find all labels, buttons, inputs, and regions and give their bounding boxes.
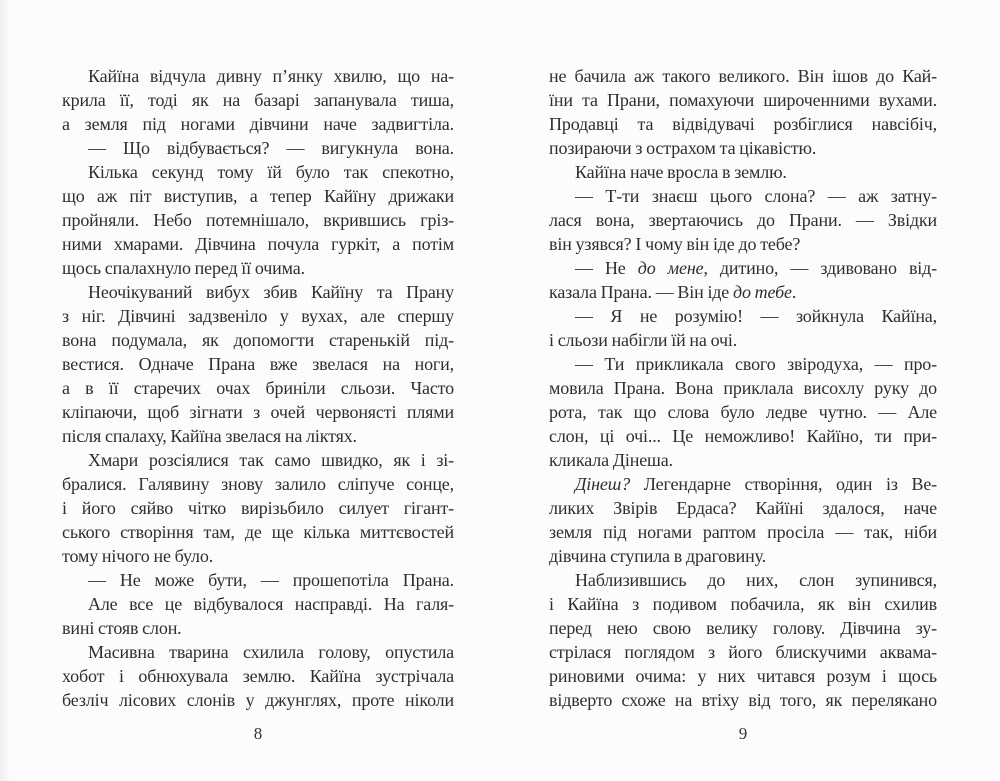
text-segment: — Не може бути, — прошепотіла Прана. — [88, 570, 454, 590]
text-segment: що аж піт виступив, а тепер Кайїну дрижаки — [62, 186, 454, 206]
text-segment: бралися. Галявину знову залило сліпуче сонце, — [62, 474, 454, 494]
text-line — [62, 160, 454, 184]
text-line — [549, 592, 937, 616]
text-segment: Масивна тварина схилила голову, опустила — [88, 642, 454, 662]
page-number-left: 8 — [253, 724, 263, 743]
text-segment: Але все це відбувалося насправді. На галя- — [88, 594, 454, 614]
text-line — [62, 568, 454, 592]
text-line — [62, 400, 454, 424]
text-segment: лася вона, звертаючись до Прани. — Звідки — [549, 210, 937, 230]
text-segment: — Що відбувається? — вигукнула вона. — [88, 138, 454, 158]
text-segment: їни та Прани, помахуючи широченними вухами. — [549, 90, 937, 110]
text-segment: дівчина ступила в драговину. — [549, 546, 766, 566]
italic-text-segment: до тебе — [733, 282, 792, 302]
text-line — [549, 112, 937, 136]
text-segment: — Ти прикликала свого звіродуха, — про- — [575, 354, 937, 374]
text-segment: вині стояв слон. — [62, 618, 182, 638]
text-segment: риновими очима: у них читався розум і щось — [549, 666, 937, 686]
text-segment: слон, ці очі... Це неможливо! Кайїно, ти при- — [549, 426, 937, 446]
text-line — [62, 184, 454, 208]
text-line — [62, 112, 454, 136]
text-segment: Кайїна наче вросла в землю. — [575, 162, 787, 182]
text-line — [549, 352, 937, 376]
text-line — [549, 568, 937, 592]
text-line — [62, 424, 454, 448]
text-line — [62, 208, 454, 232]
text-segment: а в її старечих очах бриніли сльози. Часто — [62, 378, 454, 398]
text-segment: хобот і обнюхувала землю. Кайїна зустрічала — [62, 666, 454, 686]
text-line — [62, 496, 454, 520]
text-line — [549, 664, 937, 688]
text-segment: Кайїна відчула дивну п’янку хвилю, що на- — [88, 66, 454, 86]
text-line — [62, 640, 454, 664]
text-line — [62, 256, 454, 280]
text-segment: вона подумала, як допомогти старенькій під- — [62, 330, 454, 350]
text-line — [62, 448, 454, 472]
text-segment: з ніг. Дівчині задзвеніло у вухах, але спершу — [62, 306, 454, 326]
text-segment: кліпаючи, щоб зігнати з очей червонясті плями — [62, 402, 454, 422]
text-segment: пройняли. Небо потемнішало, вкрившись гріз- — [62, 210, 454, 230]
italic-text-segment: до мене — [637, 258, 704, 278]
text-line — [549, 88, 937, 112]
text-segment: , дитино, — здивовано від- — [703, 258, 937, 278]
text-line — [549, 520, 937, 544]
text-line — [62, 280, 454, 304]
text-line — [549, 328, 937, 352]
text-segment: мовила Прана. Вона приклала висохлу руку до — [549, 378, 937, 398]
page-number-right: 9 — [738, 724, 748, 743]
text-line — [549, 160, 937, 184]
text-segment: і сльози набігли їй на очі. — [549, 330, 738, 350]
text-segment: а земля під ногами дівчини наче задвигтіла. — [62, 114, 454, 134]
text-segment: і Кайїна з подивом побачила, як він схилив — [549, 594, 937, 614]
text-segment: не бачила аж такого великого. Він ішов до Кай- — [549, 66, 937, 86]
text-line — [549, 472, 937, 496]
text-segment: — Не — [575, 258, 638, 278]
page-left — [62, 64, 454, 712]
text-segment: Хмари розсіялися так само швидко, як і зі- — [88, 450, 454, 470]
text-segment: — Т-ти знаєш цього слона? — аж затну- — [575, 186, 937, 206]
text-line — [62, 352, 454, 376]
text-line — [549, 304, 937, 328]
text-segment: позираючи з острахом та цікавістю. — [549, 138, 817, 158]
text-segment: вестися. Одначе Прана вже звелася на ноги, — [62, 354, 454, 374]
text-segment: стрілася поглядом з його блискучими аквама- — [549, 642, 937, 662]
text-line — [62, 328, 454, 352]
text-segment: Кілька секунд тому їй було так спекотно, — [88, 162, 454, 182]
text-line — [62, 616, 454, 640]
text-line — [62, 544, 454, 568]
text-line — [549, 184, 937, 208]
page-left-lines — [62, 64, 454, 712]
text-segment: відверто схоже на втіху від того, як перелякано — [549, 690, 937, 710]
text-line — [549, 616, 937, 640]
text-segment: ликих Звірів Ердаса? Кайїні здалося, наче — [549, 498, 937, 518]
text-line — [549, 544, 937, 568]
text-line — [549, 424, 937, 448]
text-line — [549, 208, 937, 232]
text-line — [549, 640, 937, 664]
text-line — [549, 496, 937, 520]
text-line — [549, 280, 937, 304]
text-segment: і його сяйво чітко вирізьбило силует гігант- — [62, 498, 454, 518]
text-segment: . — [791, 282, 797, 302]
text-line — [549, 400, 937, 424]
text-segment: безліч лісових слонів у джунглях, проте ніколи — [62, 690, 454, 710]
text-segment: Наблизившись до них, слон зупинився, — [575, 570, 937, 590]
text-line — [62, 304, 454, 328]
page-right — [549, 64, 937, 712]
text-segment: тому нічого не було. — [62, 546, 214, 566]
text-line — [549, 136, 937, 160]
text-segment: після спалаху, Кайїна звелася на ліктях. — [62, 426, 357, 446]
text-line — [549, 688, 937, 712]
text-segment: Легендарне створіння, один із Ве- — [630, 474, 937, 494]
text-segment: крила її, тоді як на базарі запанувала тиша, — [62, 90, 454, 110]
text-line — [62, 664, 454, 688]
text-segment: він узявся? І чому він іде до тебе? — [549, 234, 801, 254]
text-line — [549, 376, 937, 400]
text-line — [549, 64, 937, 88]
text-line — [62, 592, 454, 616]
text-segment: рота, так що слова було ледве чутно. — Але — [549, 402, 937, 422]
text-segment: кликала Дінеша. — [549, 450, 673, 470]
page-right-lines — [549, 64, 937, 712]
text-segment: Неочікуваний вибух збив Кайїну та Прану — [88, 282, 454, 302]
text-segment: перед нею свою велику голову. Дівчина зу- — [549, 618, 937, 638]
text-line — [62, 136, 454, 160]
text-line — [62, 520, 454, 544]
text-segment: земля під ногами раптом просіла — так, ніби — [549, 522, 937, 542]
text-segment: щось спалахнуло перед її очима. — [62, 258, 305, 278]
text-line — [549, 448, 937, 472]
text-line — [62, 376, 454, 400]
text-segment: ними хмарами. Дівчина почула гуркіт, а потім — [62, 234, 454, 254]
text-line — [62, 88, 454, 112]
text-line — [549, 232, 937, 256]
text-segment: казала Прана. — Він іде — [549, 282, 733, 302]
text-line — [62, 472, 454, 496]
text-line — [62, 688, 454, 712]
text-segment: — Я не розумію! — зойкнула Кайїна, — [575, 306, 937, 326]
text-line — [62, 64, 454, 88]
text-segment: ського створіння там, де ще кілька миттєвостей — [62, 522, 454, 542]
scan-edge-shadow — [0, 0, 10, 781]
text-line — [62, 232, 454, 256]
italic-text-segment: Дінеш? — [575, 474, 631, 494]
text-segment: Продавці та відвідувачі розбіглися навсібіч, — [549, 114, 937, 134]
text-line — [549, 256, 937, 280]
